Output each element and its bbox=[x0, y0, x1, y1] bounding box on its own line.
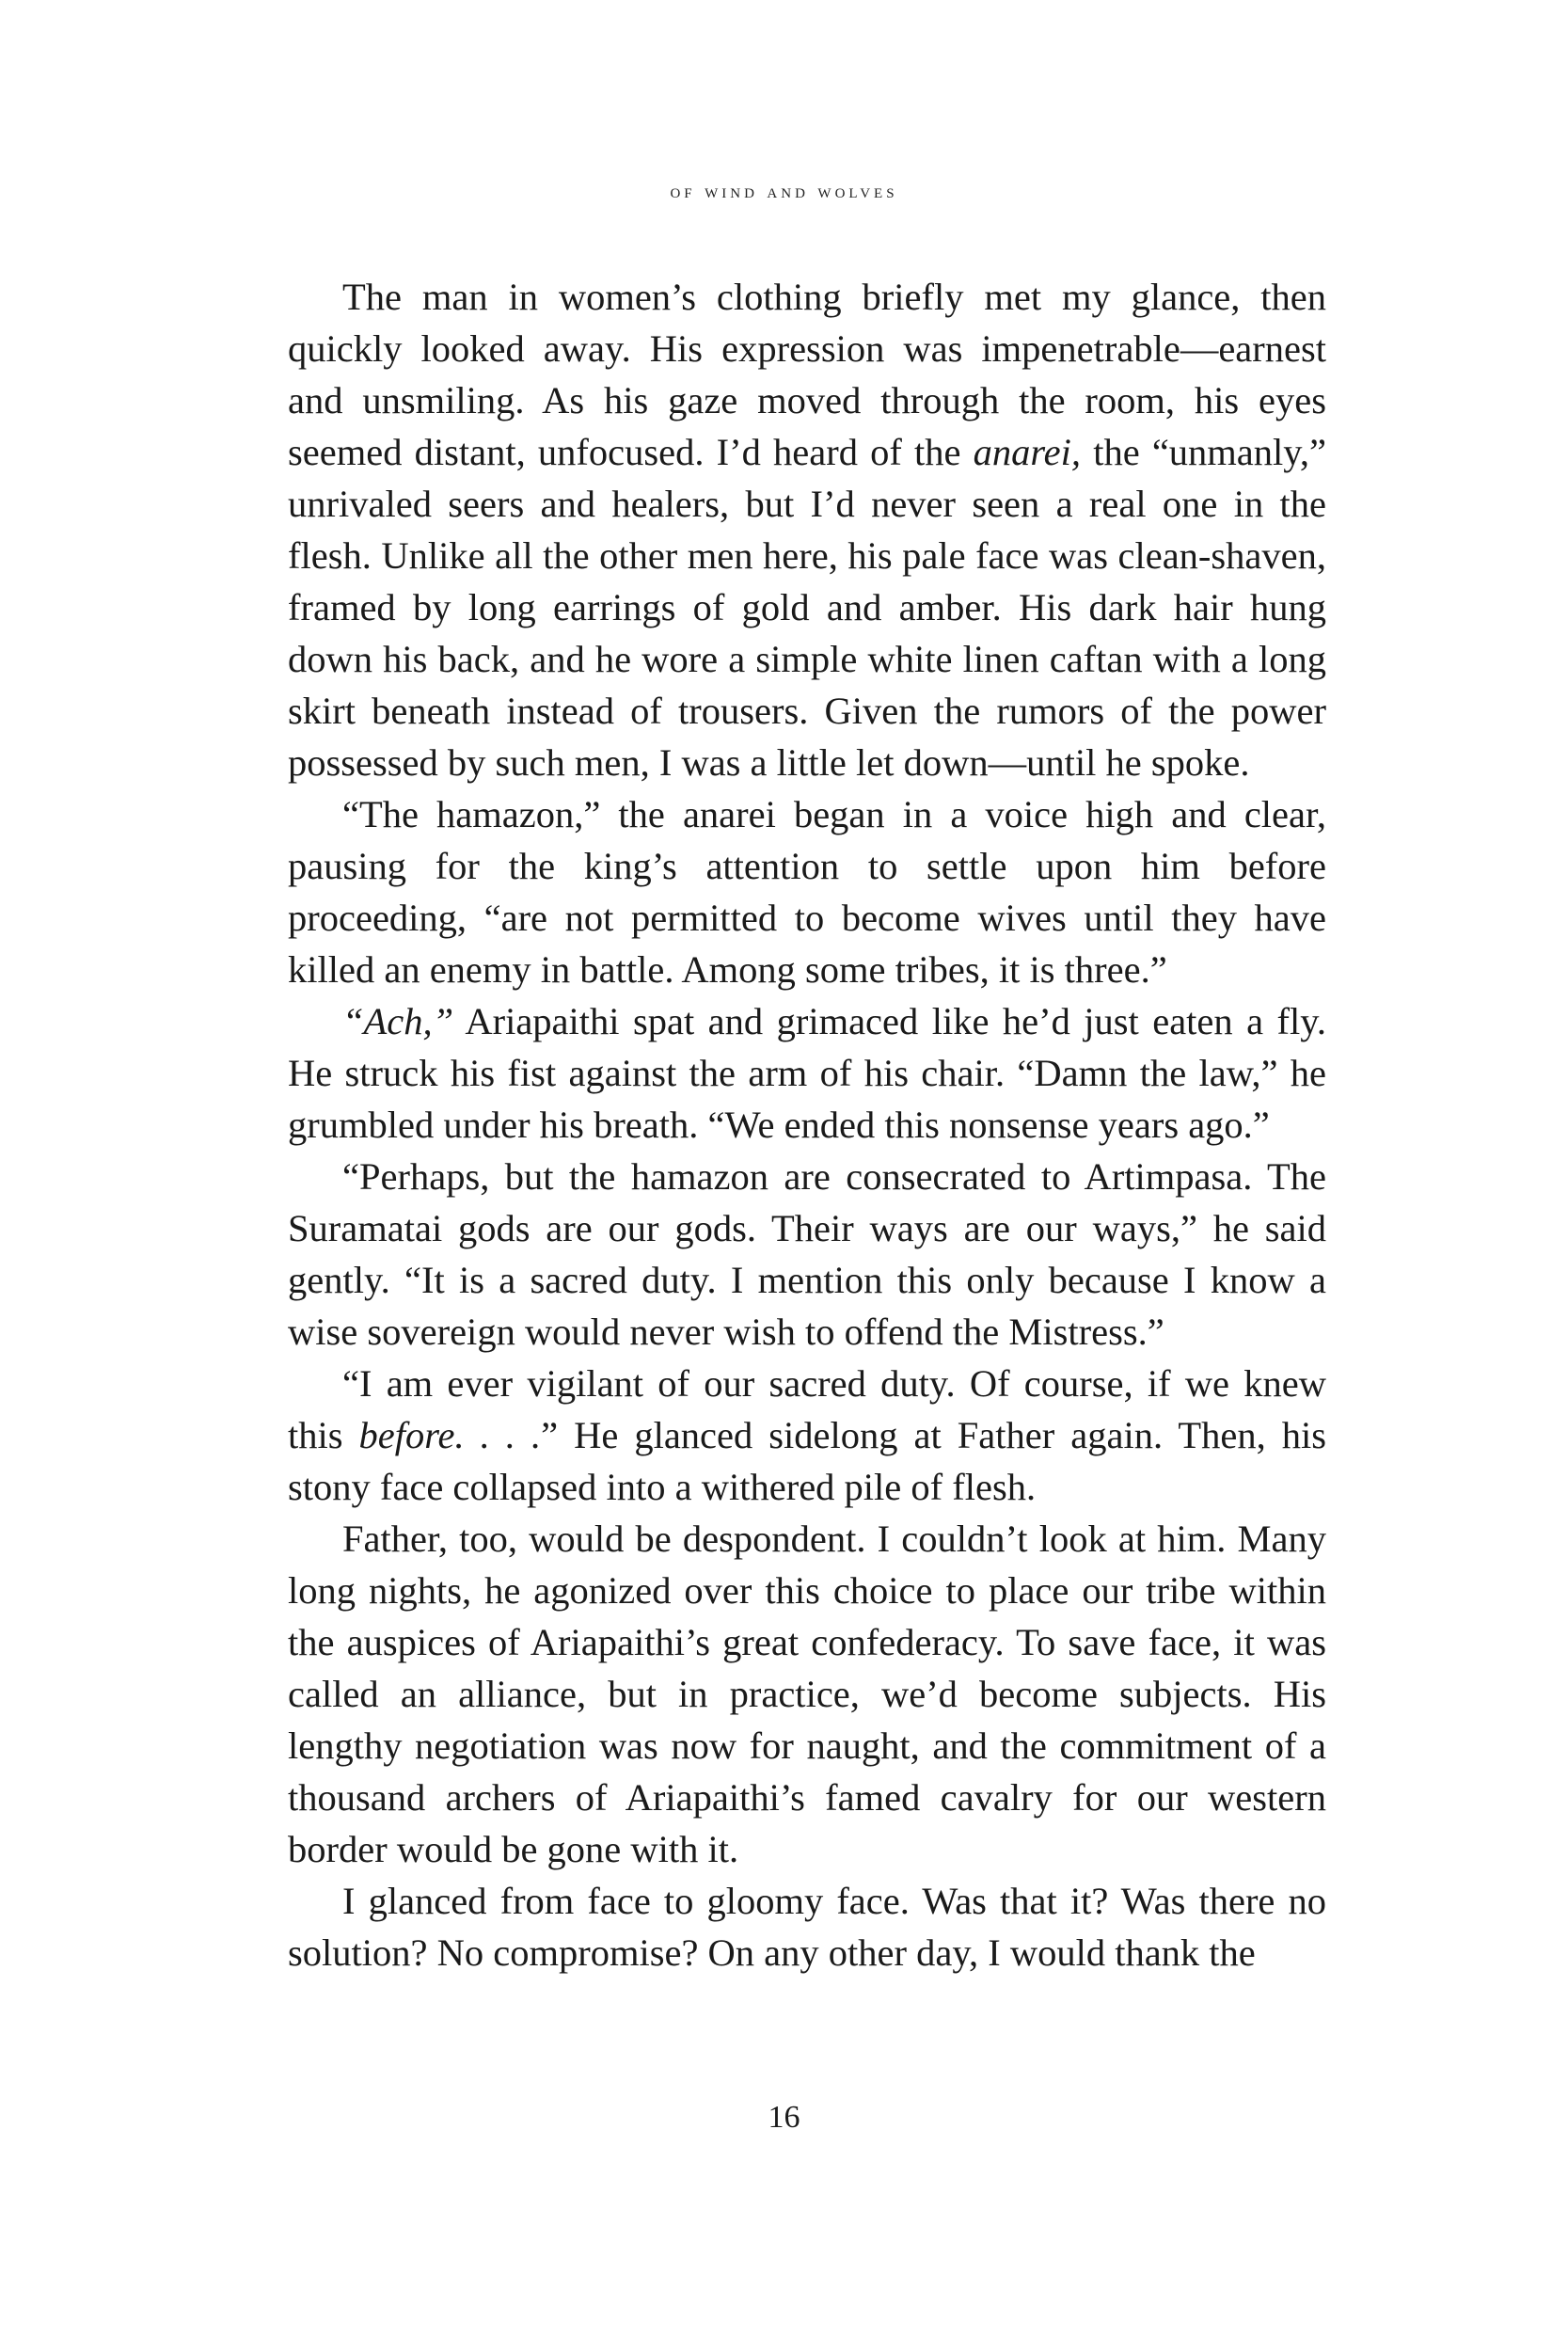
italic-text: before. . . . bbox=[358, 1414, 542, 1456]
italic-text: “Ach,” bbox=[342, 1000, 454, 1042]
paragraph-text: “The hamazon,” the anarei began in a voice high and clear, pausing for the king’s attention to settle upon him before proceeding, “are not permitted to become wives until they have killed an enemy in battle. Among some tribes, it is three.” bbox=[288, 793, 1326, 991]
paragraph bbox=[288, 995, 1326, 1151]
paragraph-text: ” He glanced sidelong at Father again. Then, his stony face collapsed into a withered pile of flesh. bbox=[288, 1414, 1327, 1508]
paragraph-text: The man in women’s clothing briefly met my glance, then quickly looked away. His expression was impenetrable—earnest and unsmiling. As his gaze moved through the room, his eyes seemed distant, unfocused. I’d heard of the bbox=[288, 276, 1326, 473]
running-head: of wind and wolves bbox=[670, 179, 898, 202]
paragraph-text: “Perhaps, but the hamazon are consecrated to Artimpasa. The Suramatai gods are our gods. Their ways are our ways,” he said gently. “It is a sacred duty. I mention this only because I know a wise sovereign would never wish to offend the Mistress.” bbox=[288, 1155, 1326, 1353]
paragraph-text: the “unmanly,” unrivaled seers and healers, but I’d never seen a real one in the flesh. Unlike all the other men here, his pale face was clean-shaven, framed by long earrings of gold and amber. His dark hair hung down his back, and he wore a simple white linen caftan with a long skirt beneath instead of trousers. Given the rumors of the power possessed by such men, I was a little let down—until he spoke. bbox=[288, 431, 1327, 784]
paragraph bbox=[288, 788, 1326, 995]
paragraph-text: I glanced from face to gloomy face. Was that it? Was there no solution? No compromise? On any other day, I would thank the bbox=[288, 1880, 1326, 1974]
paragraph bbox=[288, 271, 1326, 788]
paragraph-text: “I am ever vigilant of our sacred duty. Of course, if we knew this bbox=[288, 1362, 1326, 1456]
paragraph-text: Father, too, would be despondent. I couldn’t look at him. Many long nights, he agonized over this choice to place our tribe within the auspices of Ariapaithi’s great confederacy. To save face, it was called an alliance, but in practice, we’d become subjects. His lengthy negotiation was now for naught, and the commitment of a thousand archers of Ariapaithi’s famed cavalry for our western border would be gone with it. bbox=[288, 1518, 1326, 1870]
paragraph bbox=[288, 1513, 1326, 1875]
paragraph bbox=[288, 1358, 1326, 1513]
body-text bbox=[288, 271, 1326, 1979]
paragraph bbox=[288, 1875, 1326, 1979]
page-number: 16 bbox=[768, 2100, 800, 2135]
italic-text: anarei, bbox=[973, 431, 1082, 473]
paragraph-text: Ariapaithi spat and grimaced like he’d just eaten a fly. He struck his fist against the arm of his chair. “Damn the law,” he grumbled under his breath. “We ended this nonsense years ago.” bbox=[288, 1000, 1326, 1146]
paragraph bbox=[288, 1151, 1326, 1358]
